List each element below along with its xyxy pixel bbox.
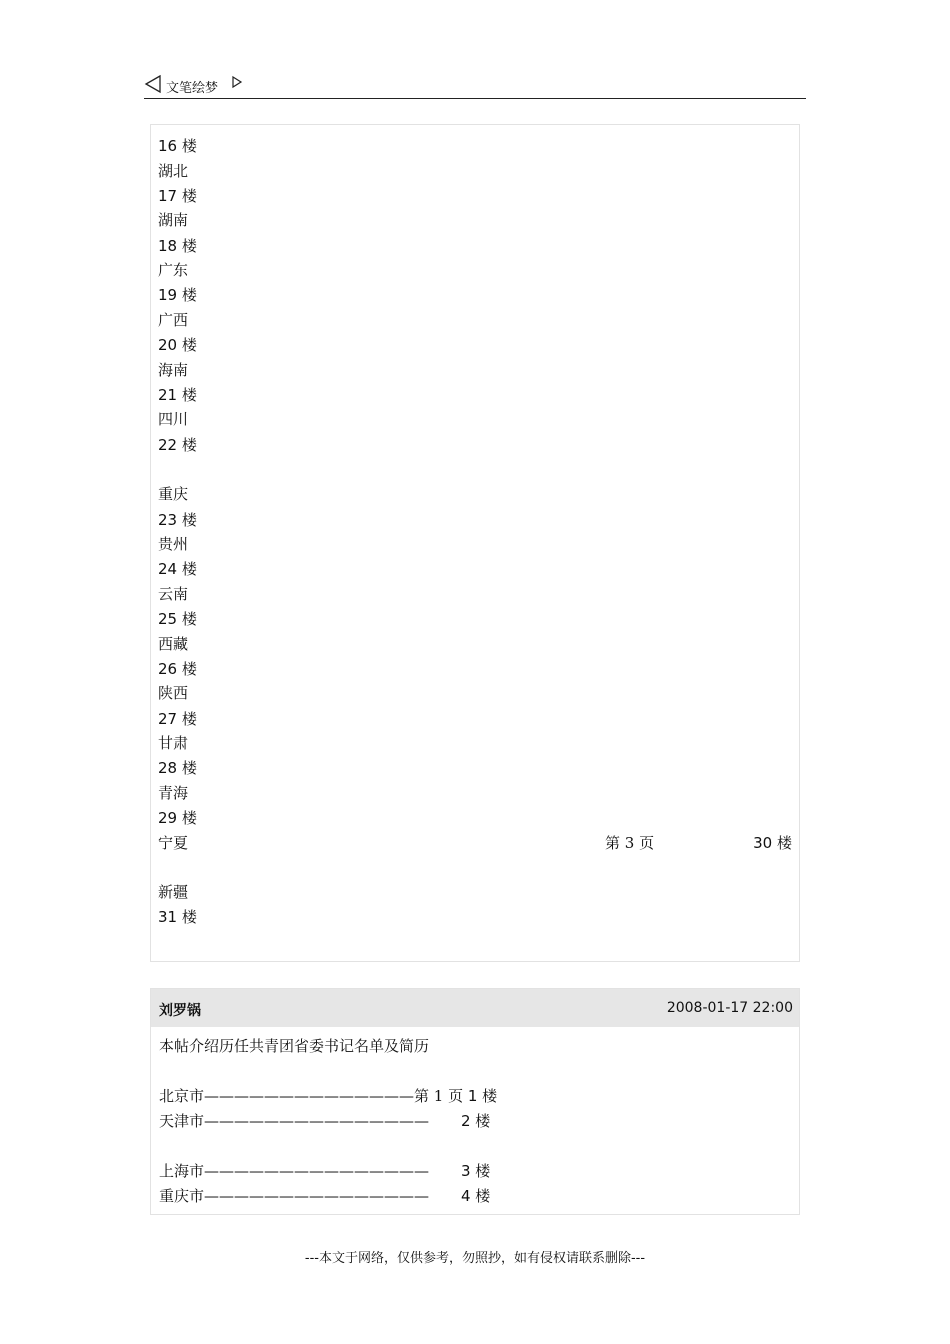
city-label: 上海市——————————————— <box>159 1162 430 1180</box>
province-label: 云南 <box>158 585 189 603</box>
post-panel <box>150 988 800 1215</box>
floor-label: 27 楼 <box>158 710 197 728</box>
province-label: 重庆 <box>158 485 189 503</box>
footer-disclaimer: ---本文于网络，仅供参考，勿照抄，如有侵权请联系删除--- <box>304 1251 646 1266</box>
floor-label: 16 楼 <box>158 137 197 155</box>
triangle-left-icon <box>144 74 162 94</box>
post-date: 2008-01-17 22:00 <box>666 1000 793 1016</box>
triangle-right-icon <box>231 75 243 89</box>
floor-list-panel <box>150 124 800 962</box>
floor-label: 21 楼 <box>158 386 197 404</box>
province-label: 宁夏 <box>158 834 189 852</box>
floor-label: 20 楼 <box>158 336 197 354</box>
floor-label: 1 楼 <box>467 1087 498 1105</box>
floor-label: 3 楼 <box>461 1162 491 1180</box>
post-intro: 本帖介绍历任共青团省委书记名单及简历 <box>159 1037 430 1055</box>
floor-label: 17 楼 <box>158 187 197 205</box>
province-label: 广东 <box>158 261 189 279</box>
post-author[interactable]: 刘罗锅 <box>159 1003 201 1019</box>
province-label: 海南 <box>158 361 189 379</box>
floor-label: 23 楼 <box>158 511 197 529</box>
floor-label: 19 楼 <box>158 286 197 304</box>
province-label: 贵州 <box>158 535 189 553</box>
province-label: 青海 <box>158 784 189 802</box>
city-label: 天津市——————————————— <box>159 1112 430 1130</box>
province-label: 甘肃 <box>158 734 189 752</box>
floor-label: 22 楼 <box>158 436 197 454</box>
floor-label: 31 楼 <box>158 908 197 926</box>
page-number: 第 3 页 <box>605 834 655 852</box>
city-label: 北京市——————————————第 1 页 <box>159 1087 464 1105</box>
floor-label: 28 楼 <box>158 759 197 777</box>
province-label: 四川 <box>158 410 189 428</box>
floor-label: 30 楼 <box>753 834 792 852</box>
document-title: 文笔绘梦 <box>166 81 219 96</box>
document-header <box>144 72 806 99</box>
floor-label: 25 楼 <box>158 610 197 628</box>
floor-label: 2 楼 <box>461 1112 491 1130</box>
province-label: 西藏 <box>158 635 189 653</box>
province-label: 陕西 <box>158 684 189 702</box>
post-header <box>151 989 799 1027</box>
list-item <box>159 1112 491 1130</box>
floor-label: 18 楼 <box>158 237 197 255</box>
city-label: 重庆市——————————————— <box>159 1187 430 1205</box>
list-item <box>159 1187 491 1205</box>
list-item <box>159 1162 491 1180</box>
floor-label: 26 楼 <box>158 660 197 678</box>
province-label: 湖南 <box>158 211 189 229</box>
floor-label: 4 楼 <box>461 1187 491 1205</box>
floor-label: 24 楼 <box>158 560 197 578</box>
province-label: 湖北 <box>158 162 189 180</box>
province-label: 新疆 <box>158 883 189 901</box>
floor-label: 29 楼 <box>158 809 197 827</box>
province-label: 广西 <box>158 311 189 329</box>
list-item <box>159 1087 497 1105</box>
